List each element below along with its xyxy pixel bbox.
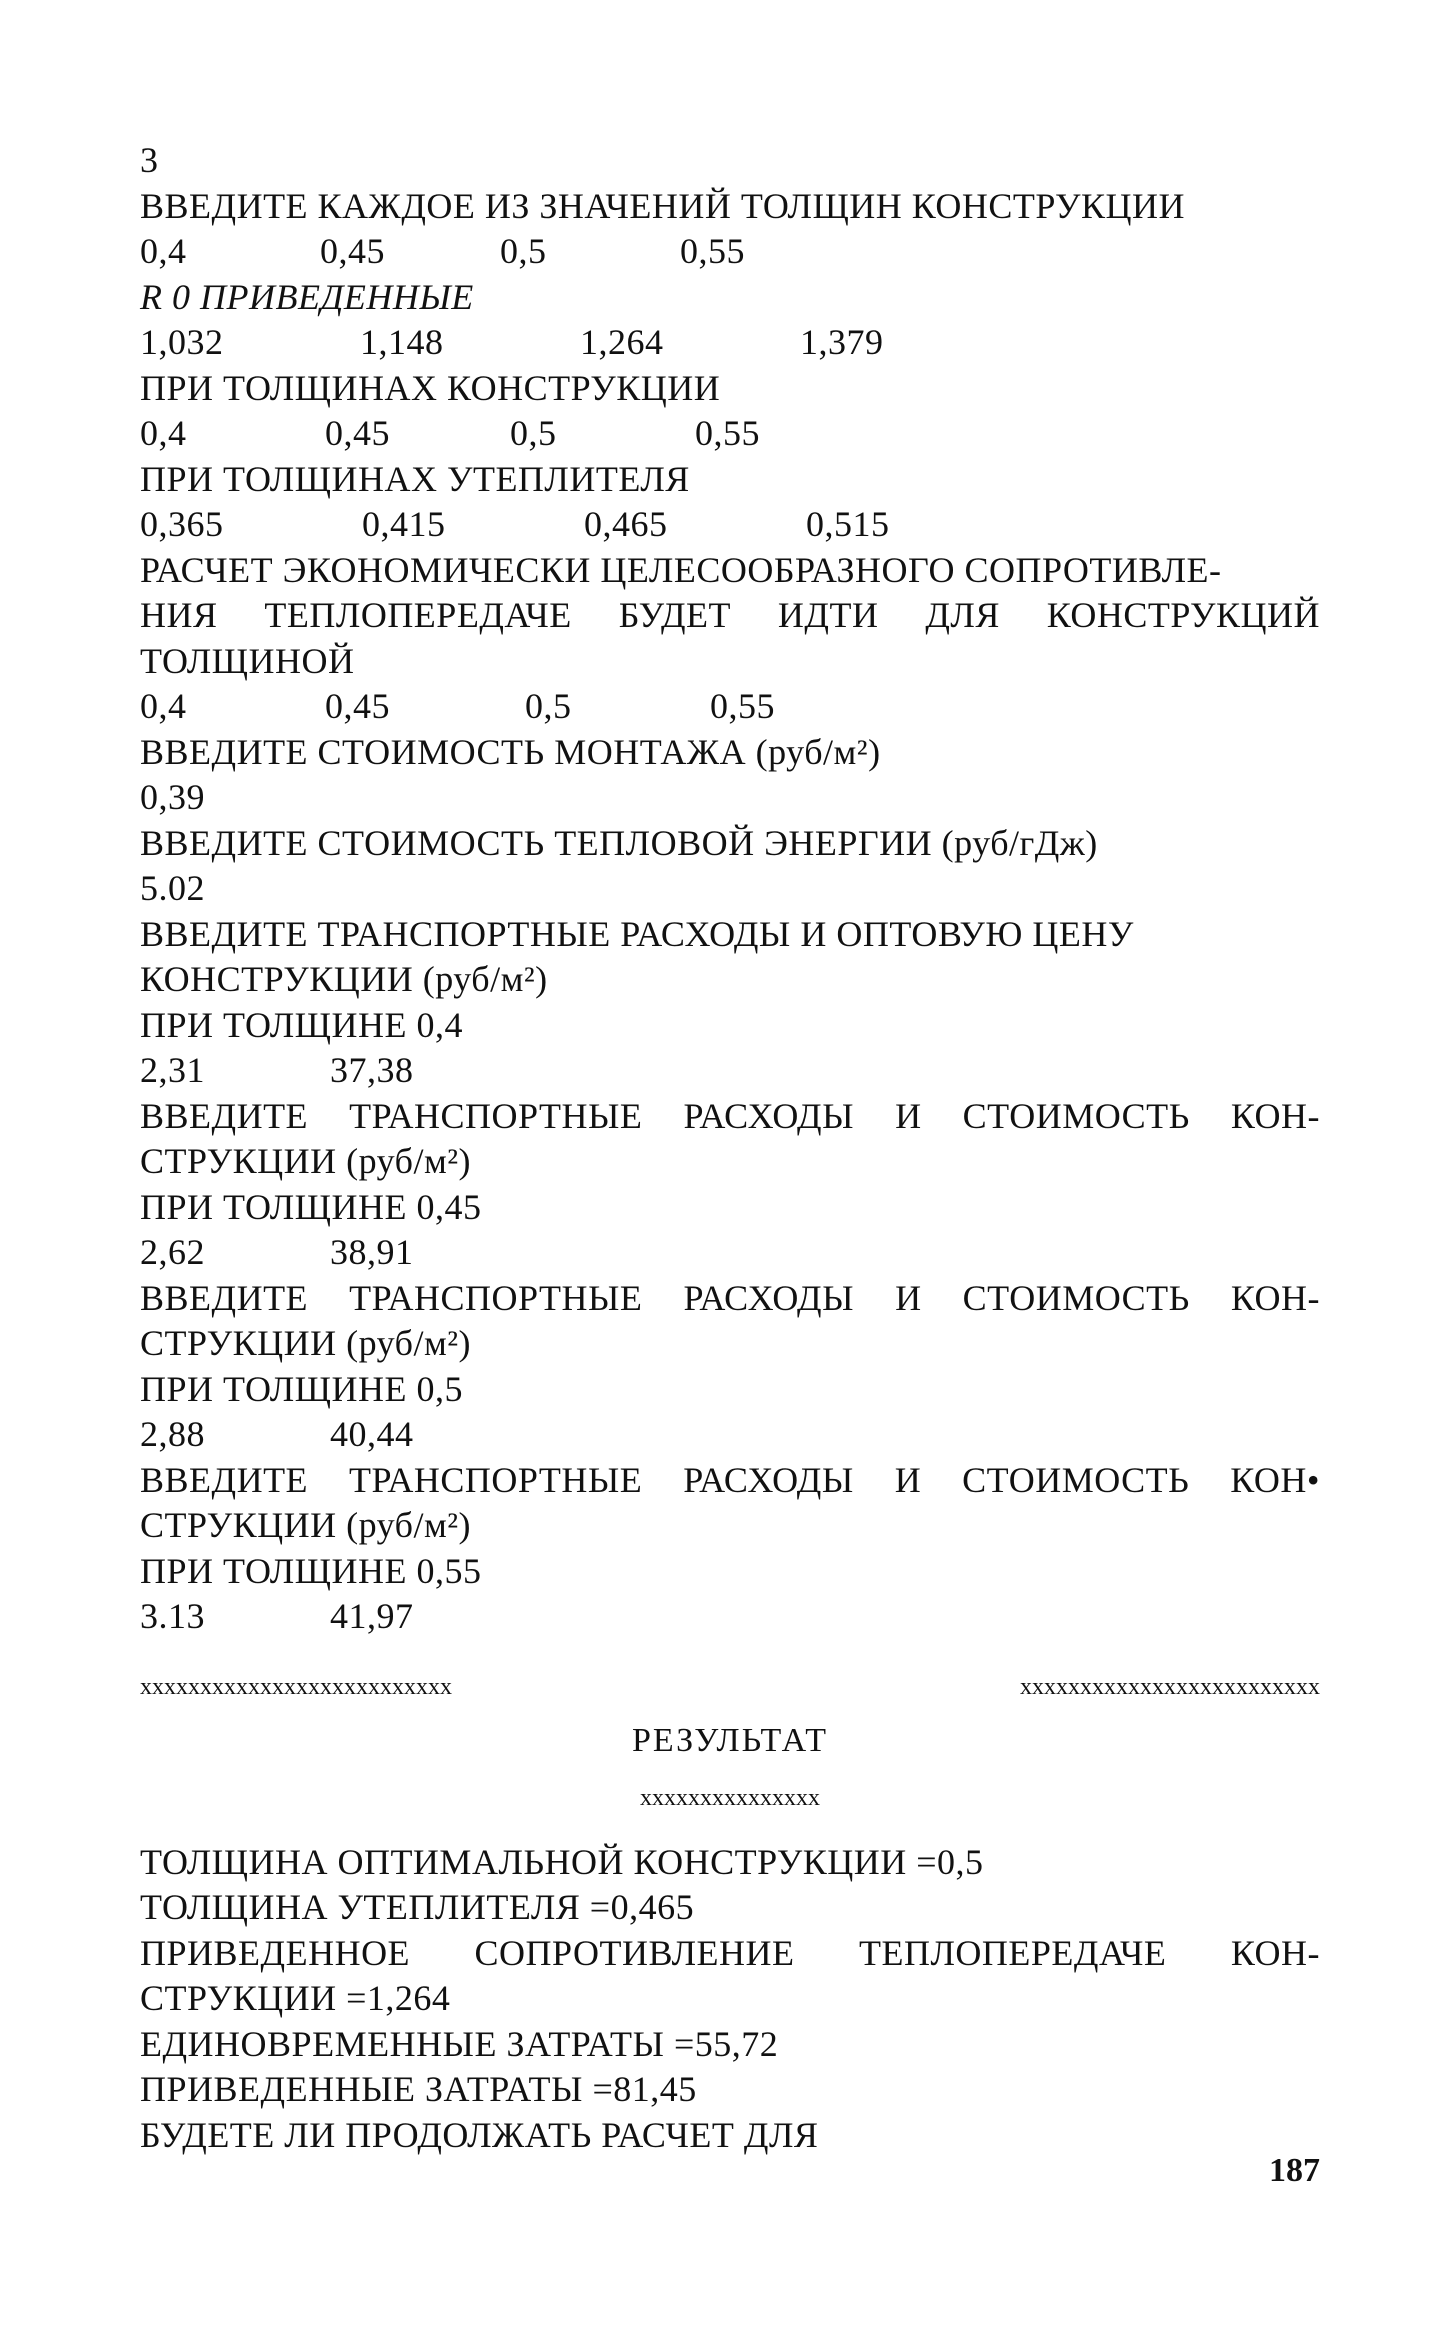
result-line: СТРУКЦИИ =1,264 [140, 1978, 451, 2018]
listing-line: НИЯ ТЕПЛОПЕРЕДАЧЕ БУДЕТ ИДТИ ДЛЯ КОНСТРУКЦИЙ [140, 595, 1320, 635]
value: 0,465 [584, 504, 668, 544]
listing-line: ВВЕДИТЕ СТОИМОСТЬ МОНТАЖА (руб/м²) [140, 731, 881, 772]
listing-line: 5.02 [140, 868, 205, 908]
result-line: ТОЛЩИНА УТЕПЛИТЕЛЯ =0,465 [140, 1887, 695, 1927]
value: 40,44 [330, 1414, 414, 1454]
result-line: ТОЛЩИНА ОПТИМАЛЬНОЙ КОНСТРУКЦИИ =0,5 [140, 1841, 984, 1882]
value: 1,264 [580, 322, 664, 362]
value: 38,91 [330, 1232, 414, 1272]
value: 0,415 [362, 504, 446, 544]
listing-line: ПРИ ТОЛЩИНАХ КОНСТРУКЦИИ [140, 367, 721, 408]
value: 0,5 [510, 413, 557, 453]
spacer [140, 1826, 1320, 1840]
value: 0,4 [140, 686, 187, 726]
number-row [140, 684, 1320, 730]
value: 37,38 [330, 1050, 414, 1090]
listing-line: 0,39 [140, 777, 205, 817]
separator-row [140, 1662, 1320, 1712]
result-line: БУДЕТЕ ЛИ ПРОДОЛЖАТЬ РАСЧЕТ ДЛЯ [140, 2114, 819, 2155]
separator-left: xxxxxxxxxxxxxxxxxxxxxxxxxx [140, 1673, 452, 1700]
result-title: РЕЗУЛЬТАТ [632, 1721, 828, 1759]
value: 0,55 [710, 686, 775, 726]
listing-line: 3 [140, 140, 159, 180]
result-line: ПРИВЕДЕННОЕ СОПРОТИВЛЕНИЕ ТЕПЛОПЕРЕДАЧЕ КОН- [140, 1932, 1320, 1973]
value: 0,4 [140, 231, 187, 271]
value: 0,5 [500, 231, 547, 271]
number-row [140, 411, 1320, 457]
value: 0,45 [320, 231, 385, 271]
listing-line: ВВЕДИТЕ СТОИМОСТЬ ТЕПЛОВОЙ ЭНЕРГИИ (руб/гДж) [140, 822, 1098, 863]
listing-line: ВВЕДИТЕ ТРАНСПОРТНЫЕ РАСХОДЫ И СТОИМОСТЬ КОН- [140, 1277, 1320, 1318]
number-row [140, 1230, 1320, 1276]
number-row [140, 320, 1320, 366]
result-underline: xxxxxxxxxxxxxxx [640, 1784, 820, 1811]
value: 0,55 [680, 231, 745, 271]
listing-line: ПРИ ТОЛЩИНЕ 0,4 [140, 1004, 463, 1045]
listing-line: КОНСТРУКЦИИ (руб/м²) [140, 959, 548, 999]
value: 0,45 [325, 686, 390, 726]
value: 1,032 [140, 322, 224, 362]
listing-line: СТРУКЦИИ (руб/м²) [140, 1323, 472, 1363]
number-row [140, 229, 1320, 275]
listing-line: ПРИ ТОЛЩИНЕ 0,5 [140, 1368, 463, 1409]
value: 0,45 [325, 413, 390, 453]
result-line: ПРИВЕДЕННЫЕ ЗАТРАТЫ =81,45 [140, 2069, 697, 2109]
listing-line: ВВЕДИТЕ ТРАНСПОРТНЫЕ РАСХОДЫ И ОПТОВУЮ ЦЕНУ [140, 913, 1134, 954]
value: 0,5 [525, 686, 572, 726]
value: 0,4 [140, 413, 187, 453]
separator-right: xxxxxxxxxxxxxxxxxxxxxxxxx [1020, 1673, 1320, 1700]
result-line: ЕДИНОВРЕМЕННЫЕ ЗАТРАТЫ =55,72 [140, 2023, 779, 2064]
listing-line: СТРУКЦИИ (руб/м²) [140, 1141, 472, 1181]
number-row [140, 502, 1320, 548]
listing-line: ПРИ ТОЛЩИНАХ УТЕПЛИТЕЛЯ [140, 458, 690, 499]
listing-line: СТРУКЦИИ (руб/м²) [140, 1505, 472, 1545]
value: 1,379 [800, 322, 884, 362]
listing-line: ПРИ ТОЛЩИНЕ 0,55 [140, 1550, 482, 1591]
number-row [140, 1412, 1320, 1458]
value: 0,515 [806, 504, 890, 544]
value: 2,31 [140, 1050, 205, 1090]
listing-line: ВВЕДИТЕ ТРАНСПОРТНЫЕ РАСХОДЫ И СТОИМОСТЬ КОН- [140, 1095, 1320, 1136]
spacer [140, 1640, 1320, 1662]
value: 41,97 [330, 1596, 414, 1636]
listing-line: ТОЛЩИНОЙ [140, 640, 355, 681]
listing-line: ПРИ ТОЛЩИНЕ 0,45 [140, 1186, 482, 1227]
value: 3.13 [140, 1596, 205, 1636]
value: 0,55 [695, 413, 760, 453]
value: 2,88 [140, 1414, 205, 1454]
page-number: 187 [1269, 2152, 1320, 2189]
value: 0,365 [140, 504, 224, 544]
listing-line: ВВЕДИТЕ КАЖДОЕ ИЗ ЗНАЧЕНИЙ ТОЛЩИН КОНСТРУКЦИИ [140, 185, 1186, 226]
listing-line: ВВЕДИТЕ ТРАНСПОРТНЫЕ РАСХОДЫ И СТОИМОСТЬ КОН• [140, 1459, 1320, 1500]
number-row [140, 1048, 1320, 1094]
listing-line: РАСЧЕТ ЭКОНОМИЧЕСКИ ЦЕЛЕСООБРАЗНОГО СОПРОТИВЛЕ- [140, 549, 1222, 590]
value: 1,148 [360, 322, 444, 362]
listing-line: R 0 ПРИВЕДЕННЫЕ [140, 276, 474, 317]
number-row [140, 1594, 1320, 1640]
value: 2,62 [140, 1232, 205, 1272]
program-listing [140, 138, 1320, 2158]
